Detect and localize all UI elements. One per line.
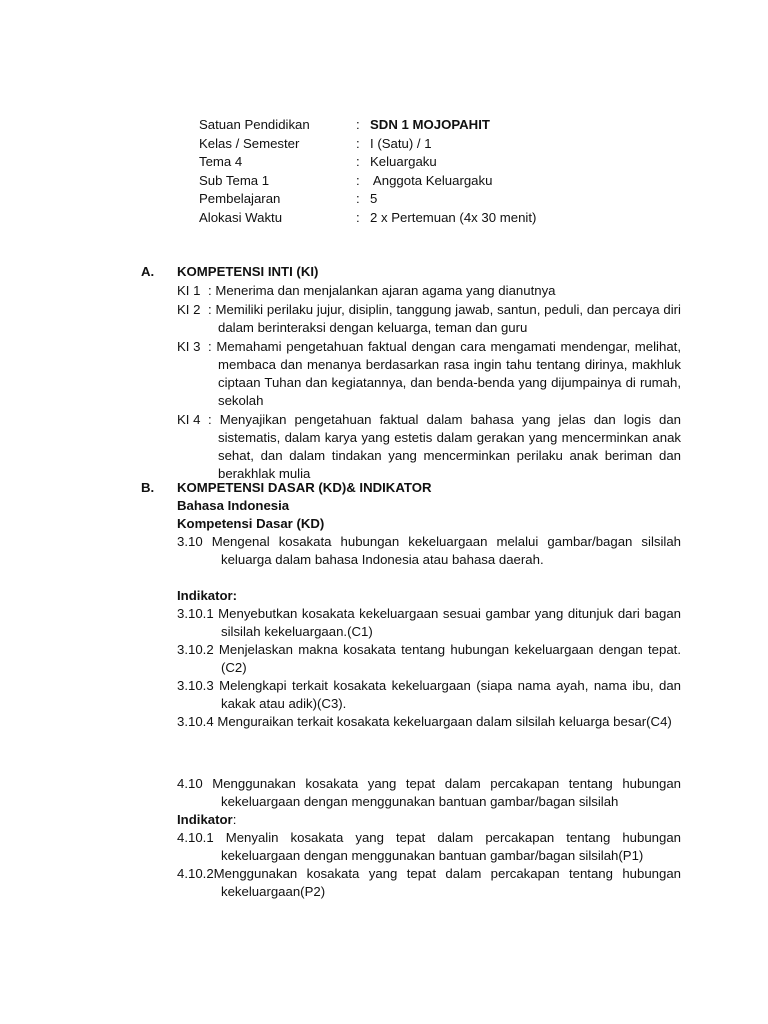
section-letter: A.	[141, 264, 155, 279]
identity-label: Tema 4	[199, 154, 243, 170]
kd-heading: Kompetensi Dasar (KD)	[177, 516, 325, 531]
identity-row	[199, 172, 599, 191]
indikator-item: 3.10.1 Menyebutkan kosakata kekeluargaan sesuai gambar yang ditunjuk dari bagan silsilah kekeluargaan.(C1)	[177, 606, 681, 639]
ki-code: KI 4	[177, 412, 201, 427]
subject-heading: Bahasa Indonesia	[177, 498, 290, 513]
identity-separator: :	[356, 154, 360, 170]
indikator-heading: Indikator:	[177, 588, 238, 603]
identity-table	[199, 116, 599, 228]
ki-code: KI 1	[177, 283, 201, 298]
identity-value: Anggota Keluargaku	[370, 172, 493, 188]
kd-410: 4.10 Menggunakan kosakata yang tepat dalam percakapan tentang hubungan kekeluargaan dengan menggunakan bantuan gambar/bagan silsilah	[177, 776, 681, 809]
ki-list	[177, 282, 681, 483]
indikator-item: 3.10.3 Melengkapi terkait kosakata kekeluargaan (siapa nama ayah, nama ibu, dan kakak atau adik)(C3).	[177, 678, 681, 711]
indikator-item: 4.10.2Menggunakan kosakata yang tepat dalam percakapan tentang hubungan kekeluargaan(P2)	[177, 866, 681, 899]
identity-label: Alokasi Waktu	[199, 209, 283, 225]
identity-separator: :	[356, 191, 360, 207]
ki-item	[177, 301, 681, 337]
ki-code: KI 3	[177, 339, 201, 354]
identity-separator: :	[356, 117, 360, 132]
indikator-item: 4.10.1 Menyalin kosakata yang tepat dalam percakapan tentang hubungan kekeluargaan dengan menggunakan bantuan gambar/bagan silsilah(P1)	[177, 830, 681, 863]
section-letter: B.	[141, 480, 155, 495]
indikator-2-heading-row	[177, 811, 681, 829]
ki-code: KI 2	[177, 302, 201, 317]
identity-value: SDN 1 MOJOPAHIT	[370, 117, 490, 132]
section-title: KOMPETENSI INTI (KI)	[177, 264, 319, 279]
ki-text: : Memiliki perilaku jujur, disiplin, tanggung jawab, santun, peduli, dan percaya diri dalam berinteraksi dengan keluarga, teman dan guru	[208, 302, 681, 335]
identity-separator: :	[356, 172, 360, 188]
identity-value: Keluargaku	[370, 154, 437, 170]
ki-item	[177, 282, 681, 300]
section-title: KOMPETENSI DASAR (KD)& INDIKATOR	[177, 480, 432, 495]
kd-block	[177, 497, 681, 569]
identity-value: 5	[370, 191, 378, 207]
ki-item	[177, 411, 681, 483]
indikator-item: 3.10.4 Menguraikan terkait kosakata kekeluargaan dalam silsilah keluarga besar(C4)	[177, 714, 672, 729]
identity-label: Sub Tema 1	[199, 172, 270, 188]
identity-row	[199, 135, 599, 154]
ki-item	[177, 338, 681, 410]
identity-separator: :	[356, 135, 360, 151]
ki-text: : Menyajikan pengetahuan faktual dalam bahasa yang jelas dan logis dan sistematis, dalam karya yang estetis dalam gerakan yang mencerminkan anak sehat, dan dalam tindakan yang mencerminkan perilaku anak beriman dan berakhlak mulia	[208, 412, 681, 481]
ki-text: : Menerima dan menjalankan ajaran agama yang dianutnya	[208, 283, 556, 298]
identity-label: Kelas / Semester	[199, 135, 300, 151]
section-b-heading	[141, 479, 431, 497]
identity-separator: :	[356, 209, 360, 225]
identity-row	[199, 209, 599, 228]
indikator-heading-colon: :	[232, 812, 237, 827]
section-a-heading	[141, 263, 318, 281]
identity-label: Satuan Pendidikan	[199, 117, 310, 132]
identity-value: 2 x Pertemuan (4x 30 menit)	[370, 209, 537, 225]
indikator-item: 3.10.2 Menjelaskan makna kosakata tentang hubungan kekeluargaan dengan tepat.(C2)	[177, 642, 681, 675]
kd-410-block	[177, 775, 681, 901]
identity-value: I (Satu) / 1	[370, 135, 432, 151]
identity-row	[199, 153, 599, 172]
indikator-310-block	[177, 587, 681, 731]
indikator-heading: Indikator	[177, 812, 233, 827]
identity-row	[199, 190, 599, 209]
identity-label: Pembelajaran	[199, 191, 281, 207]
ki-text: : Memahami pengetahuan faktual dengan cara mengamati mendengar, melihat, membaca dan menanya berdasarkan rasa ingin tahu tentang dirinya, makhluk ciptaan Tuhan dan kegiatannya, dan benda-benda yang dijumpainya di rumah, sekolah	[208, 339, 681, 408]
kd-310: 3.10 Mengenal kosakata hubungan kekeluargaan melalui gambar/bagan silsilah keluarga dalam bahasa Indonesia atau bahasa daerah.	[177, 534, 681, 567]
identity-row	[199, 116, 599, 135]
